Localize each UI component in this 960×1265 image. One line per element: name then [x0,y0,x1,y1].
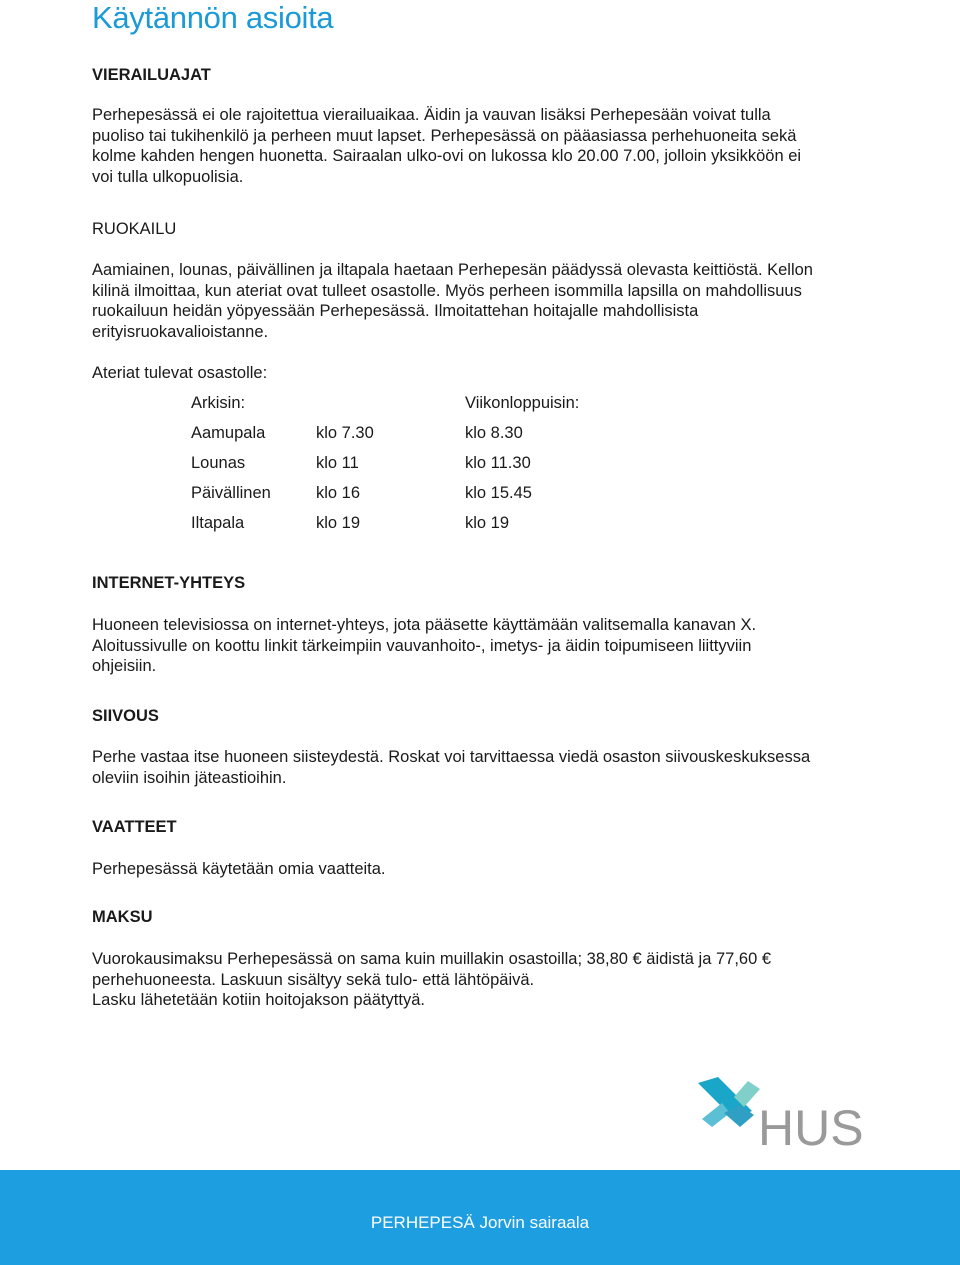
text-line: Aamiainen, lounas, päivällinen ja iltapala haetaan Perhepesän päädyssä olevasta keittiöstä. Kellon [92,261,813,279]
section-heading-internet: INTERNET-YHTEYS [92,574,246,592]
text-line: erityisruokavalioistanne. [92,322,269,341]
paragraph-internet [92,615,852,677]
meal-weekend-time: klo 11.30 [465,454,531,472]
text-line: Vuorokausimaksu Perhepesässä on sama kuin muillakin osastoilla; 38,80 € äidistä ja 77,60 € [92,950,772,968]
section-heading-maksu: MAKSU [92,908,153,926]
paragraph-siivous [92,747,852,788]
meal-weekend-time: klo 19 [465,514,510,532]
section-heading-vierailuajat: VIERAILUAJAT [92,66,211,84]
text-line: puoliso tai tukihenkilö ja perheen muut lapset. Perhepesässä on pääasiassa perhehuoneita sekä [92,126,797,145]
meal-name: Iltapala [191,514,245,532]
meal-weekday-time: klo 19 [316,514,361,532]
meal-weekend-time: klo 8.30 [465,424,523,442]
meal-weekday-time: klo 7.30 [316,424,374,442]
weekend-label: Viikonloppuisin: [465,394,580,412]
text-line: kilinä ilmoittaa, kun ateriat ovat tulleet osastolle. Myös perheen isommilla lapsilla on mahdollisuus [92,281,802,300]
meal-name: Aamupala [191,424,266,442]
meal-weekday-time: klo 11 [316,454,359,472]
text-line: Perhepesässä käytetään omia vaatteita. [92,860,386,878]
logo-text: HUS [758,1100,864,1150]
text-line: voi tulla ulkopuolisia. [92,167,244,186]
paragraph-ruokailu [92,260,852,342]
paragraph-vaatteet [92,859,852,880]
text-line: Lasku lähetetään kotiin hoitojakson päätyttyä. [92,991,425,1009]
section-heading-siivous: SIIVOUS [92,707,159,725]
text-line: kolme kahden hengen huonetta. Sairaalan ulko-ovi on lukossa klo 20.00 7.00, jolloin yksikköön ei [92,147,802,165]
text-line: Perhe vastaa itse huoneen siisteydestä. Roskat voi tarvittaessa viedä osaston siivouskeskuksessa [92,748,811,766]
text-line: ohjeisiin. [92,657,157,675]
paragraph-vierailuajat [92,105,852,187]
meal-name: Päivällinen [191,484,271,502]
page-title: Käytännön asioita [92,0,334,35]
meals-intro: Ateriat tulevat osastolle: [92,364,268,382]
text-line: oleviin isoihin jäteastioihin. [92,768,287,787]
paragraph-maksu [92,949,852,1011]
hus-logo [690,1075,870,1150]
text-line: ruokailuun heidän yöpyessään Perhepesässä. Ilmoitattehan hoitajalle mahdollisista [92,302,699,320]
section-heading-vaatteet: VAATTEET [92,818,177,836]
weekday-label: Arkisin: [191,394,246,412]
text-line: Huoneen televisiossa on internet-yhteys, jota pääsette käyttämään valitsemalla kanavan X. [92,616,757,634]
meal-weekend-time: klo 15.45 [465,484,532,502]
meal-weekday-time: klo 16 [316,484,361,502]
hus-cross-logo-icon [690,1075,870,1150]
text-line: Aloitussivulle on koottu linkit tärkeimpiin vauvanhoito-, imetys- ja äidin toipumiseen liittyviin [92,636,752,655]
text-line: perhehuoneesta. Laskuun sisältyy sekä tulo- että lähtöpäivä. [92,970,535,989]
footer-text: PERHEPESÄ Jorvin sairaala [370,1213,590,1232]
meal-name: Lounas [191,454,246,472]
section-heading-ruokailu: RUOKAILU [92,220,177,238]
text-line: Perhepesässä ei ole rajoitettua vierailuaikaa. Äidin ja vauvan lisäksi Perhepesään voivat tulla [92,106,771,124]
